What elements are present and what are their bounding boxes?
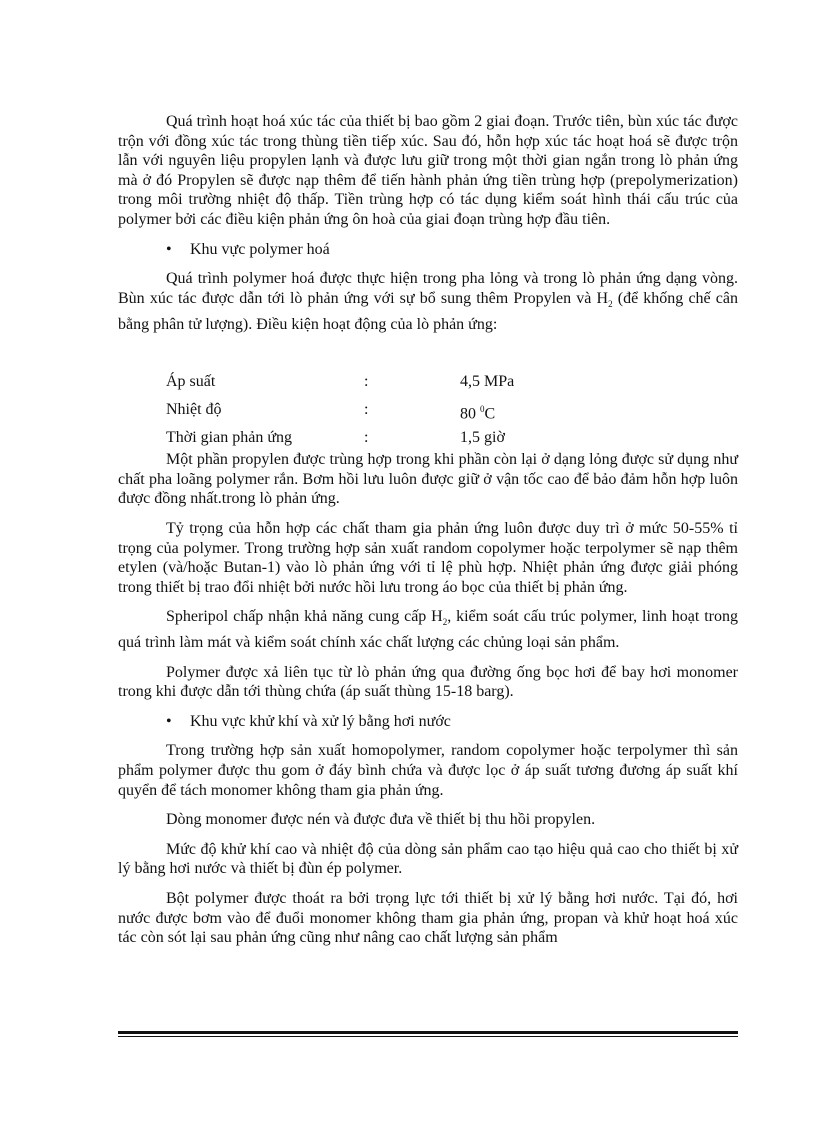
footer-rule-thin [118, 1036, 738, 1037]
text-run: (để khống chế cân bằng phân tử lượng). Điều kiện hoạt động của lò phản ứng: [118, 289, 739, 333]
condition-value: 1,5 giờ [460, 429, 505, 447]
paragraph-steaming: Bột polymer được thoát ra bởi trọng lực tới thiết bị xử lý bằng hơi nước. Tại đó, hơi nước được bơm vào để đuổi monomer không tham gia phản ứng, propan và khử hoạt hoá xúc tác còn sót lại sau phản ứng cũng như nâng cao chất lượng sản phẩm [118, 890, 738, 947]
bullet-polymerization-area [118, 240, 738, 260]
paragraph-propylene-diluent: Một phần propylen được trùng hợp trong khi phần còn lại ở dạng lỏng được sử dụng như chất pha loãng polymer rắn. Bơm hồi lưu luôn được giữ ở vận tốc cao để bảo đảm hỗn hợp luôn được đồng nhất.trong lò phản ứng. [118, 451, 738, 508]
paragraph-degassing-efficiency: Mức độ khử khí cao và nhiệt độ của dòng sản phẩm cao tạo hiệu quả cao cho thiết bị xử lý bằng hơi nước và thiết bị đùn ép polymer. [118, 840, 738, 878]
paragraph-discharge: Polymer được xả liên tục từ lò phản ứng qua đường ống bọc hơi để bay hơi monomer trong khi được dẫn tới thùng chứa (áp suất thùng 15-18 barg). [118, 663, 738, 701]
condition-separator: : [364, 373, 369, 391]
subscript: 2 [442, 617, 448, 628]
condition-row-temperature [166, 400, 738, 428]
paragraph-polymerization [118, 269, 738, 334]
condition-value [460, 400, 660, 424]
footer-rule [118, 1031, 738, 1037]
text-run: , kiểm soát cấu trúc polymer, linh hoạt trong quá trình làm mát và kiểm soát chính xác chất lượng các chủng loại sản phẩm. [118, 608, 738, 652]
superscript: 0 [480, 404, 485, 415]
text-run: Quá trình polymer hoá được thực hiện trong pha lỏng và trong lò phản ứng dạng vòng. Bùn xúc tác được dẫn tới lò phản ứng với sự bổ sung thêm Propylen và H [118, 270, 738, 307]
bullet-text: Khu vực khử khí và xử lý bằng hơi nước [190, 712, 451, 730]
paragraph-density: Tỷ trọng của hỗn hợp các chất tham gia phản ứng luôn được duy trì ở mức 50-55% tỉ trọng của polymer. Trong trường hợp sản xuất random copolymer hoặc terpolymer sẽ nạp thêm etylen (và/hoặc Butan-1) vào lò phản ứng với tỉ lệ phù hợp. Nhiệt phản ứng được giải phóng trong thiết bị trao đổi nhiệt bởi nước hồi lưu trong áo bọc của thiết bị phản ứng. [118, 519, 738, 596]
condition-separator: : [364, 401, 369, 419]
operating-conditions [118, 372, 738, 456]
bullet-text: Khu vực polymer hoá [190, 240, 330, 258]
paragraph-monomer-recovery: Dòng monomer được nén và được đưa về thiết bị thu hồi propylen. [166, 811, 596, 829]
text-run: Spheripol chấp nhận khả năng cung cấp H [166, 608, 443, 626]
paragraph-catalyst-activation: Quá trình hoạt hoá xúc tác của thiết bị bao gồm 2 giai đoạn. Trước tiên, bùn xúc tác được trộn với đồng xúc tác trong thùng tiền tiếp xúc. Sau đó, hỗn hợp xúc tác hoạt hoá sẽ được trộn lẫn với nguyên liệu propylen lạnh và được lưu giữ trong một thời gian ngắn trong lò phản ứng mà ở đó Propylen sẽ được nạp thêm để tiến hành phản ứng tiền trùng hợp (prepolymerization) trong môi trường nhiệt độ thấp. Tiền trùng hợp có tác dụng kiểm soát hình thái cấu trúc của polymer bởi các điều kiện phản ứng ôn hoà của giai đoạn trùng hợp đầu tiên. [118, 113, 738, 228]
condition-label: Thời gian phản ứng [166, 429, 292, 447]
text-run: C [484, 405, 496, 423]
subscript: 2 [608, 298, 613, 309]
condition-separator: : [364, 429, 369, 447]
bullet-icon: • [166, 712, 172, 730]
document-body [118, 112, 738, 948]
paragraph-homopolymer: Trong trường hợp sản xuất homopolymer, random copolymer hoặc terpolymer thì sản phẩm polymer được thu gom ở đáy bình chứa và được lọc ở áp suất tương đương áp suất khí quyển để tách monomer không tham gia phản ứng. [118, 742, 738, 799]
condition-label: Áp suất [166, 373, 216, 391]
bullet-degassing-area [118, 712, 738, 732]
paragraph-spheripol [118, 607, 738, 652]
condition-value: 4,5 MPa [460, 373, 515, 391]
footer-rule-thick [118, 1031, 738, 1034]
bullet-icon: • [166, 240, 172, 258]
condition-row-pressure [166, 372, 738, 400]
condition-label: Nhiệt độ [166, 401, 222, 419]
text-run: 80 [460, 405, 480, 423]
